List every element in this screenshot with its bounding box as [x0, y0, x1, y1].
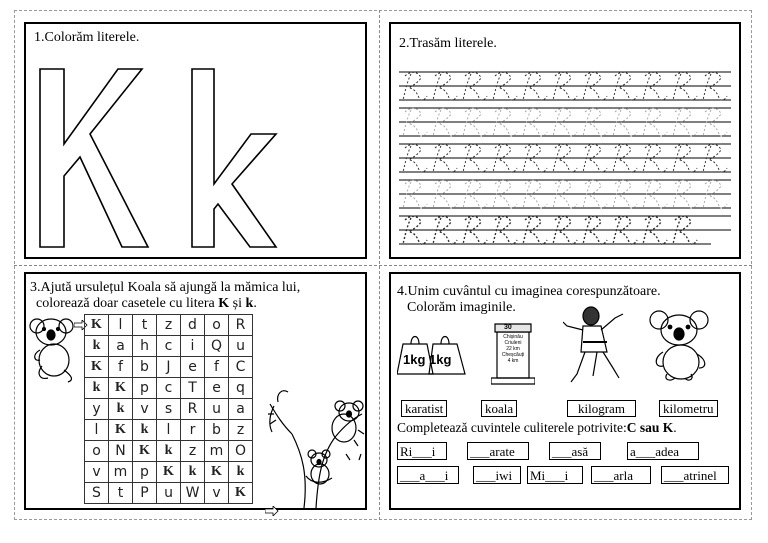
koala-mother-tree-illustration	[266, 384, 366, 510]
word-box-karatist[interactable]: karatist	[401, 400, 447, 417]
grid-cell[interactable]: r	[181, 420, 205, 441]
grid-cell[interactable]: O	[229, 441, 253, 462]
grid-cell[interactable]: m	[205, 441, 229, 462]
grid-cell[interactable]: W	[181, 483, 205, 504]
koala-illustration	[647, 308, 713, 382]
grid-cell[interactable]: f	[205, 357, 229, 378]
grid-cell[interactable]: u	[205, 399, 229, 420]
grid-cell[interactable]: K	[85, 357, 109, 378]
panel-trace-letters	[389, 22, 741, 259]
word-box-kilometru[interactable]: kilometru	[659, 400, 718, 417]
grid-cell[interactable]: v	[85, 462, 109, 483]
grid-cell[interactable]: K	[109, 378, 133, 399]
milestone-line: 22 km	[506, 346, 520, 352]
grid-row	[85, 441, 253, 462]
grid-cell[interactable]: K	[133, 441, 157, 462]
panel-color-letters	[24, 22, 367, 259]
fill-box-8[interactable]: ___arla	[591, 466, 651, 484]
grid-cell[interactable]: K	[205, 462, 229, 483]
panel-1-title: 1.Colorăm literele.	[34, 30, 140, 45]
fill-box-2[interactable]: ___arate	[467, 442, 529, 460]
grid-cell[interactable]: k	[181, 462, 205, 483]
grid-cell[interactable]: d	[181, 315, 205, 336]
milestone-line: Chișinău	[503, 334, 523, 340]
grid-cell[interactable]: v	[205, 483, 229, 504]
grid-cell[interactable]: q	[229, 378, 253, 399]
grid-cell[interactable]: f	[109, 357, 133, 378]
grid-cell[interactable]: R	[229, 315, 253, 336]
grid-cell[interactable]: k	[133, 420, 157, 441]
grid-cell[interactable]: l	[109, 315, 133, 336]
grid-cell[interactable]: c	[157, 336, 181, 357]
fill-box-4[interactable]: a___adea	[627, 442, 699, 460]
grid-cell[interactable]: k	[85, 378, 109, 399]
panel-3-title-line1: 3.Ajută ursulețul Koala să ajungă la mămica lui,	[30, 280, 301, 295]
milestone-line: Criuleni	[504, 340, 522, 346]
grid-cell[interactable]: m	[109, 462, 133, 483]
panel-match-words	[389, 272, 741, 510]
grid-cell[interactable]: o	[85, 441, 109, 462]
grid-cell[interactable]: z	[181, 441, 205, 462]
grid-cell[interactable]: C	[229, 357, 253, 378]
grid-cell[interactable]: K	[109, 420, 133, 441]
grid-cell[interactable]: R	[181, 399, 205, 420]
big-letter-upper-k	[40, 69, 148, 247]
grid-row	[85, 357, 253, 378]
grid-cell[interactable]: K	[85, 315, 109, 336]
panel-4-title-line2: Colorăm imaginile.	[407, 300, 516, 315]
grid-cell[interactable]: P	[133, 483, 157, 504]
grid-row	[85, 399, 253, 420]
grid-cell[interactable]: u	[157, 483, 181, 504]
milestone-text	[497, 334, 529, 364]
grid-cell[interactable]: h	[133, 336, 157, 357]
grid-cell[interactable]: K	[229, 483, 253, 504]
milestone-number: 30	[504, 324, 512, 331]
grid-row	[85, 420, 253, 441]
fill-box-3[interactable]: ___asă	[549, 442, 601, 460]
fill-box-9[interactable]: ___atrinel	[661, 466, 729, 484]
grid-cell[interactable]: i	[181, 336, 205, 357]
milestone-line: Cheșcăuți	[501, 352, 525, 358]
completion-instruction: Completează cuvintele culiterele potrivite:C sau K.	[397, 420, 677, 435]
grid-cell[interactable]: a	[109, 336, 133, 357]
big-letters-outline	[26, 24, 365, 257]
grid-cell[interactable]: e	[205, 378, 229, 399]
cut-line-horizontal	[14, 265, 752, 266]
grid-cell[interactable]: p	[133, 378, 157, 399]
fill-box-1[interactable]: Ri___i	[397, 442, 447, 460]
grid-cell[interactable]: b	[133, 357, 157, 378]
grid-cell[interactable]: a	[229, 399, 253, 420]
grid-row	[85, 462, 253, 483]
grid-cell[interactable]: S	[85, 483, 109, 504]
weights-label: 1kg 1kg	[403, 352, 452, 367]
grid-cell[interactable]: v	[133, 399, 157, 420]
grid-cell[interactable]: u	[229, 336, 253, 357]
grid-cell[interactable]: l	[85, 420, 109, 441]
fill-box-7[interactable]: Mi___i	[527, 466, 583, 484]
panel-3-title-line2: colorează doar casetele cu litera K și k.	[36, 296, 257, 311]
milestone-line: 4 km	[507, 358, 519, 364]
grid-row	[85, 336, 253, 357]
grid-cell[interactable]: K	[157, 462, 181, 483]
grid-row	[85, 483, 253, 504]
grid-cell[interactable]: k	[229, 462, 253, 483]
grid-cell[interactable]: k	[157, 441, 181, 462]
grid-cell[interactable]: J	[157, 357, 181, 378]
grid-row	[85, 378, 253, 399]
grid-cell[interactable]: l	[157, 420, 181, 441]
grid-cell[interactable]: Q	[205, 336, 229, 357]
grid-cell[interactable]: c	[157, 378, 181, 399]
grid-row	[85, 315, 253, 336]
grid-cell[interactable]: N	[109, 441, 133, 462]
grid-cell[interactable]: s	[157, 399, 181, 420]
grid-cell[interactable]: T	[181, 378, 205, 399]
panel-4-title-line1: 4.Unim cuvântul cu imaginea corespunzătoare.	[397, 284, 661, 299]
grid-cell[interactable]: p	[133, 462, 157, 483]
letter-maze-grid	[84, 314, 253, 504]
grid-cell[interactable]: z	[157, 315, 181, 336]
karateka-illustration	[563, 304, 627, 388]
fill-box-5[interactable]: ___a___i	[397, 466, 459, 484]
grid-cell[interactable]: o	[205, 315, 229, 336]
handwriting-tracing-lines	[391, 24, 739, 257]
panel-2-title: 2.Trasăm literele.	[399, 36, 497, 51]
grid-cell[interactable]: t	[109, 483, 133, 504]
grid-cell[interactable]: y	[85, 399, 109, 420]
grid-cell[interactable]: b	[205, 420, 229, 441]
grid-cell[interactable]: t	[133, 315, 157, 336]
word-box-kilogram[interactable]: kilogram	[567, 400, 636, 417]
big-letter-lower-k	[192, 69, 276, 247]
panel-koala-maze	[24, 272, 367, 510]
grid-cell[interactable]: k	[109, 399, 133, 420]
fill-box-6[interactable]: ___iwi	[473, 466, 521, 484]
grid-cell[interactable]: e	[181, 357, 205, 378]
grid-cell[interactable]: k	[85, 336, 109, 357]
grid-cell[interactable]: z	[229, 420, 253, 441]
word-box-koala[interactable]: koala	[481, 400, 517, 417]
